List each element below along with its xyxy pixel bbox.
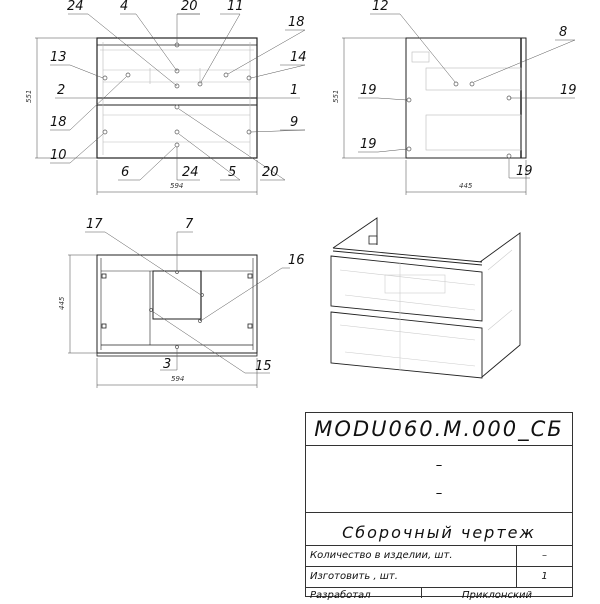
title-block: [305, 412, 573, 601]
callout-24b: 24: [182, 165, 199, 180]
developer-row: [306, 588, 572, 601]
manufacture-quantity-row: [306, 567, 572, 588]
developer-label: Разработал: [310, 590, 371, 601]
dim-depth-445: 445: [459, 182, 473, 190]
callout-2: 2: [57, 83, 66, 98]
callout-8: 8: [559, 25, 568, 40]
callout-1: 1: [290, 83, 299, 98]
dim-height-551: 551: [25, 89, 33, 103]
callout-19c: 19: [560, 83, 577, 98]
quantity-in-product-value: –: [516, 546, 572, 566]
callout-3: 3: [163, 357, 172, 372]
side-view-labels: [332, 0, 577, 190]
callout-19b: 19: [360, 137, 377, 152]
callout-11: 11: [227, 0, 244, 14]
blank-line-2: –: [435, 486, 443, 501]
callout-6: 6: [121, 165, 130, 180]
quantity-in-product-label: Количество в изделии, шт.: [310, 550, 453, 561]
callout-12: 12: [372, 0, 389, 14]
drawing-code: MODU060.M.000_СБ: [306, 413, 572, 446]
callout-15: 15: [255, 359, 272, 374]
callout-5: 5: [228, 165, 237, 180]
side-view: [342, 14, 575, 195]
developer-value: Приклонский: [421, 588, 572, 598]
callout-13: 13: [50, 50, 67, 65]
callout-17: 17: [86, 217, 103, 232]
callout-16: 16: [288, 253, 305, 268]
dim-depth-445-top: 445: [58, 296, 66, 310]
callout-7: 7: [185, 217, 194, 232]
dim-height-551-side: 551: [332, 89, 340, 103]
document-name: Сборочный чертеж: [306, 513, 572, 546]
dim-width-594: 594: [170, 182, 184, 190]
blank-line-1: –: [435, 458, 443, 473]
front-view-labels: [25, 0, 307, 190]
callout-14: 14: [290, 50, 307, 65]
callout-9: 9: [290, 115, 299, 130]
top-view-labels: [58, 217, 305, 383]
callout-10: 10: [50, 148, 67, 163]
manufacture-quantity-value: 1: [516, 567, 572, 587]
callout-20b: 20: [262, 165, 279, 180]
dim-width-594-top: 594: [171, 375, 185, 383]
manufacture-quantity-label: Изготовить , шт.: [310, 571, 398, 582]
callout-4: 4: [120, 0, 129, 14]
callout-18b: 18: [50, 115, 67, 130]
callout-18: 18: [288, 15, 305, 30]
blank-fields: [306, 446, 572, 513]
callout-19d: 19: [516, 164, 533, 179]
callout-19a: 19: [360, 83, 377, 98]
isometric-view: [331, 218, 520, 378]
quantity-in-product-row: [306, 546, 572, 567]
callout-20: 20: [181, 0, 198, 14]
callout-24: 24: [67, 0, 84, 14]
